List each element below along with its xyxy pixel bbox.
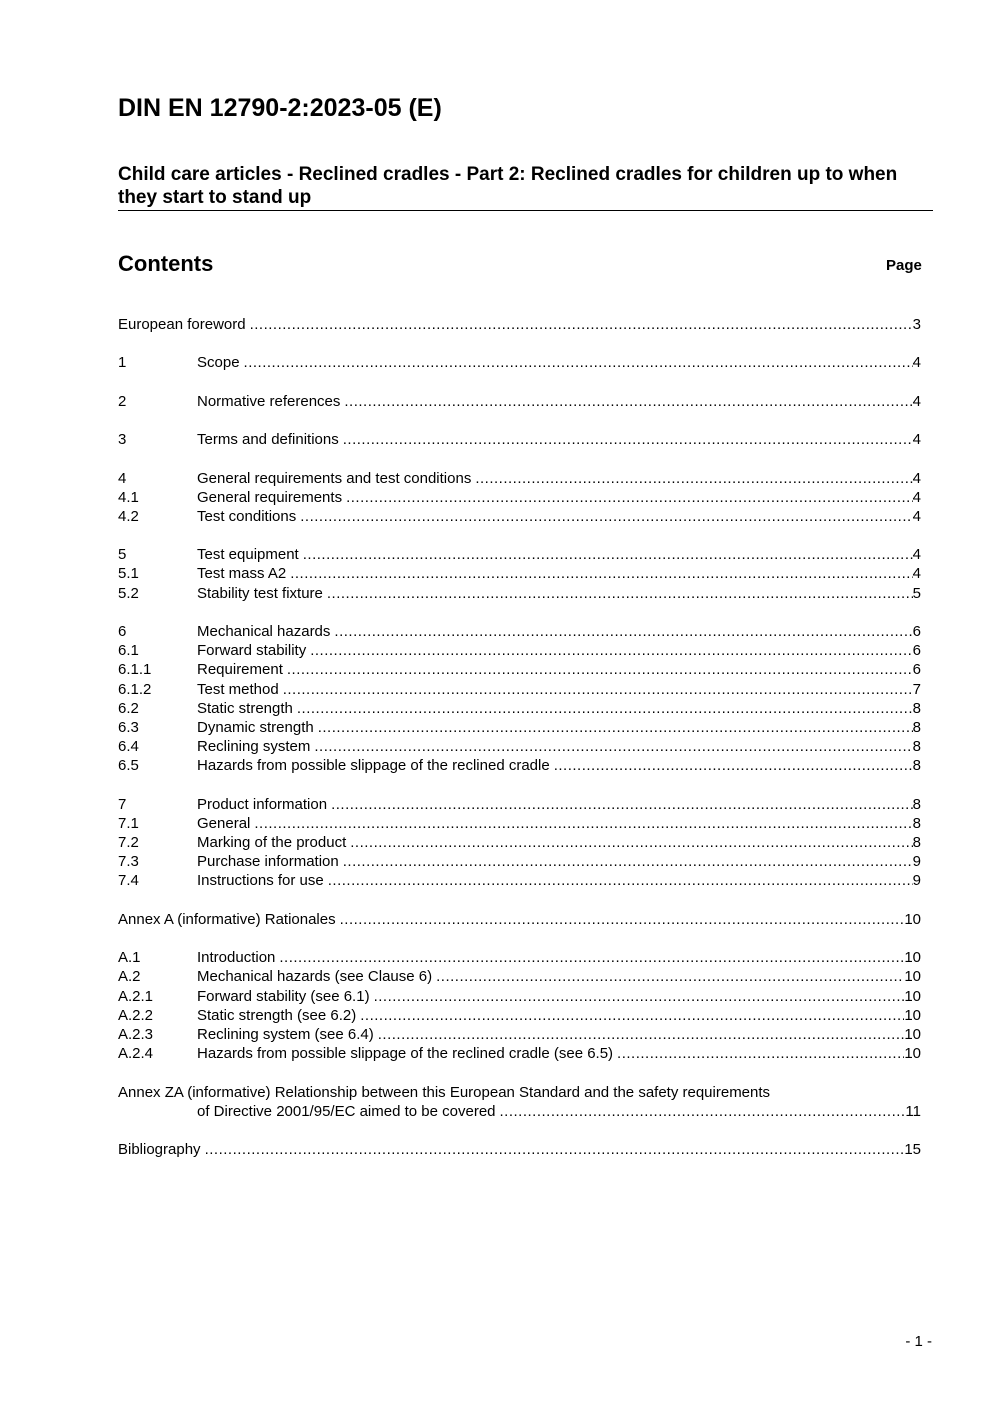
toc-entry-page: 6	[912, 623, 921, 640]
toc-entry-number: 5.2	[118, 584, 139, 602]
toc-entry-number: 4	[118, 469, 127, 487]
toc-entry-page: 4	[912, 354, 921, 372]
toc-entry-title: Hazards from possible slippage of the reclined cradle (see 6.5)	[197, 1045, 614, 1063]
toc-entry-annex-za[interactable]	[118, 1083, 921, 1121]
toc-entry-page: 4	[912, 546, 921, 564]
toc-entry-page: 10	[904, 1045, 921, 1063]
toc-entry-number: 6.1.1	[118, 661, 152, 679]
toc-entry[interactable]	[118, 852, 921, 871]
toc-entry-number: A.2.2	[118, 1006, 154, 1024]
toc-entry-title: Annex ZA (informative) Relationship between this European Standard and the safety requirements	[118, 1083, 771, 1101]
toc-entry[interactable]	[118, 1025, 921, 1044]
toc-entry-number: 6.1.2	[118, 680, 152, 698]
toc-entry[interactable]	[118, 545, 921, 564]
toc-entry-title: General	[197, 814, 251, 832]
toc-leader-dots	[303, 545, 913, 564]
toc-entry-number: 7	[118, 795, 127, 813]
document-subtitle: Child care articles - Reclined cradles - Part 2: Reclined cradles for children up to when they start to stand up	[118, 163, 933, 211]
toc-leader-dots	[475, 469, 912, 488]
toc-leader-dots	[250, 315, 913, 334]
toc-entry[interactable]	[118, 814, 921, 833]
toc-leader-dots	[314, 737, 912, 756]
toc-entry-foreword[interactable]	[118, 315, 921, 334]
toc-entry-title: General requirements and test conditions	[197, 469, 472, 487]
toc-entry-title: Hazards from possible slippage of the reclined cradle	[197, 757, 550, 775]
toc-entry[interactable]	[118, 507, 921, 526]
toc-entry-title: Dynamic strength	[197, 718, 314, 736]
toc-entry-page: 6	[912, 661, 921, 679]
toc-entry-page: 8	[912, 795, 921, 813]
toc-entry[interactable]	[118, 699, 921, 718]
toc-entry-number: A.2.3	[118, 1025, 154, 1043]
toc-entry[interactable]	[118, 680, 921, 699]
toc-leader-dots	[617, 1044, 904, 1063]
toc-entry-page: 4	[912, 488, 921, 506]
toc-entry-page: 4	[912, 565, 921, 583]
toc-entry[interactable]	[118, 718, 921, 737]
toc-entry-title: Reclining system	[197, 738, 311, 756]
toc-entry-number: 4.1	[118, 488, 139, 506]
toc-entry[interactable]	[118, 833, 921, 852]
toc-entry-number: 6.2	[118, 699, 139, 717]
toc-entry-number: A.2.1	[118, 987, 154, 1005]
toc-entry-title: Product information	[197, 795, 328, 813]
toc-entry-title: Normative references	[197, 392, 341, 410]
toc-entry-title: Test equipment	[197, 546, 299, 564]
toc-entry[interactable]	[118, 1044, 921, 1063]
toc-entry[interactable]	[118, 795, 921, 814]
toc-entry-number: 5.1	[118, 565, 139, 583]
document-title: DIN EN 12790-2:2023-05 (E)	[118, 94, 442, 122]
toc-entry-title: Annex A (informative) Rationales	[118, 910, 336, 928]
toc-entry-page: 11	[905, 1102, 921, 1120]
toc-entry[interactable]	[118, 430, 921, 449]
toc-leader-dots	[310, 641, 912, 660]
toc-leader-dots	[360, 1006, 904, 1025]
toc-leader-dots	[374, 987, 905, 1006]
toc-entry-page: 9	[912, 853, 921, 871]
toc-entry-page: 8	[912, 814, 921, 832]
toc-entry-page: 8	[912, 757, 921, 775]
toc-entry-title: General requirements	[197, 488, 343, 506]
toc-entry-title: Requirement	[197, 661, 283, 679]
toc-leader-dots	[254, 814, 912, 833]
toc-leader-dots	[343, 852, 913, 871]
toc-entry-number: 6.1	[118, 642, 139, 660]
toc-entry-number: A.2.4	[118, 1045, 154, 1063]
toc-entry-page: 10	[904, 949, 921, 967]
toc-entry-title: Forward stability (see 6.1)	[197, 987, 370, 1005]
toc-entry-page: 8	[912, 699, 921, 717]
toc-annex-a-items	[118, 948, 921, 1063]
toc-entry-number: A.2	[118, 968, 141, 986]
toc-entry-title: Static strength (see 6.2)	[197, 1006, 357, 1024]
toc-entry-title: Test conditions	[197, 507, 297, 525]
toc-entry-title: European foreword	[118, 316, 246, 333]
toc-entry[interactable]	[118, 1006, 921, 1025]
toc-entry[interactable]	[118, 871, 921, 890]
toc-entry-title: Bibliography	[118, 1141, 201, 1159]
toc-entry-number: 7.1	[118, 814, 139, 832]
toc-entry-number: A.1	[118, 949, 141, 967]
toc-entry-number: 5	[118, 546, 127, 564]
toc-leader-dots	[297, 699, 913, 718]
toc-entry[interactable]	[118, 488, 921, 507]
toc-leader-dots	[340, 910, 905, 929]
toc-entry-page: 10	[904, 1025, 921, 1043]
toc-entry-page: 8	[912, 718, 921, 736]
toc-entry-number: 1	[118, 354, 127, 372]
toc-entry-page: 5	[912, 584, 921, 602]
toc-entry-number: 6.3	[118, 718, 139, 736]
toc-leader-dots	[331, 795, 913, 814]
toc-entry-number: 7.3	[118, 853, 139, 871]
toc-entry[interactable]	[118, 641, 921, 660]
toc-entry-number: 6	[118, 623, 127, 640]
toc-entry-page: 4	[912, 431, 921, 449]
toc-leader-dots	[554, 756, 913, 775]
table-of-contents	[118, 315, 921, 1159]
toc-entry-page: 4	[912, 469, 921, 487]
contents-heading: Contents	[118, 251, 214, 276]
toc-entry-page: 15	[904, 1141, 921, 1159]
toc-entry-page: 9	[912, 872, 921, 890]
toc-leader-dots	[378, 1025, 905, 1044]
toc-leader-dots	[244, 353, 913, 372]
toc-entry-title: Stability test fixture	[197, 584, 323, 602]
toc-entry-title: Terms and definitions	[197, 431, 339, 449]
toc-leader-dots	[318, 718, 913, 737]
toc-entry[interactable]	[118, 756, 921, 775]
toc-leader-dots	[300, 507, 912, 526]
toc-entry-page: 10	[904, 968, 921, 986]
toc-entry-number: 4.2	[118, 507, 139, 525]
toc-entry-title: Test method	[197, 680, 279, 698]
toc-entry-page: 10	[904, 987, 921, 1005]
toc-entry-number: 3	[118, 431, 127, 449]
toc-entry-number: 7.4	[118, 872, 139, 890]
toc-entry-page: 3	[912, 316, 921, 333]
toc-leader-dots	[350, 833, 912, 852]
toc-entry-title-continued: of Directive 2001/95/EC aimed to be covered	[197, 1102, 496, 1120]
toc-entry-bibliography[interactable]	[118, 1140, 921, 1159]
toc-leader-dots	[346, 488, 913, 507]
toc-clause-groups	[118, 353, 921, 890]
toc-leader-dots	[205, 1140, 905, 1159]
toc-entry[interactable]	[118, 987, 921, 1006]
toc-entry[interactable]	[118, 584, 921, 603]
toc-entry-page: 6	[912, 642, 921, 660]
toc-leader-dots	[334, 622, 912, 641]
toc-entry-title: Purchase information	[197, 853, 339, 871]
toc-entry[interactable]	[118, 660, 921, 679]
toc-entry-page: 8	[912, 738, 921, 756]
toc-entry[interactable]	[118, 737, 921, 756]
toc-entry-page: 10	[904, 910, 921, 928]
toc-entry-number: 6.4	[118, 738, 139, 756]
toc-entry-number: 2	[118, 392, 127, 410]
toc-entry-page: 4	[912, 507, 921, 525]
toc-leader-dots	[283, 680, 913, 699]
toc-entry-page: 4	[912, 392, 921, 410]
page-column-heading: Page	[886, 257, 922, 274]
toc-leader-dots	[327, 584, 913, 603]
page-number: - 1 -	[905, 1333, 932, 1350]
toc-entry[interactable]	[118, 353, 921, 372]
toc-entry-title: Scope	[197, 354, 240, 372]
toc-entry[interactable]	[118, 564, 921, 583]
toc-leader-dots	[500, 1102, 906, 1121]
toc-entry[interactable]	[118, 967, 921, 986]
toc-entry-title: Forward stability	[197, 642, 307, 660]
toc-entry-title: Reclining system (see 6.4)	[197, 1025, 374, 1043]
toc-entry-title: Mechanical hazards (see Clause 6)	[197, 968, 433, 986]
toc-leader-dots	[344, 392, 912, 411]
toc-entry-title: Static strength	[197, 699, 293, 717]
toc-entry-title: Mechanical hazards	[197, 623, 331, 640]
toc-leader-dots	[287, 660, 913, 679]
toc-entry-title: Instructions for use	[197, 872, 324, 890]
toc-entry-title: Test mass A2	[197, 565, 287, 583]
toc-entry-page: 10	[904, 1006, 921, 1024]
toc-entry[interactable]	[118, 622, 921, 641]
toc-leader-dots	[328, 871, 913, 890]
toc-entry[interactable]	[118, 948, 921, 967]
toc-entry-number: 6.5	[118, 757, 139, 775]
toc-leader-dots	[290, 564, 912, 583]
toc-leader-dots	[279, 948, 904, 967]
toc-leader-dots	[343, 430, 913, 449]
toc-leader-dots	[436, 967, 904, 986]
toc-entry[interactable]	[118, 392, 921, 411]
toc-entry-number: 7.2	[118, 834, 139, 852]
toc-entry-page: 8	[912, 834, 921, 852]
toc-entry-page: 7	[912, 680, 921, 698]
toc-entry[interactable]	[118, 469, 921, 488]
toc-entry-annex-a[interactable]	[118, 910, 921, 929]
toc-entry-title: Marking of the product	[197, 834, 347, 852]
toc-entry-title: Introduction	[197, 949, 276, 967]
